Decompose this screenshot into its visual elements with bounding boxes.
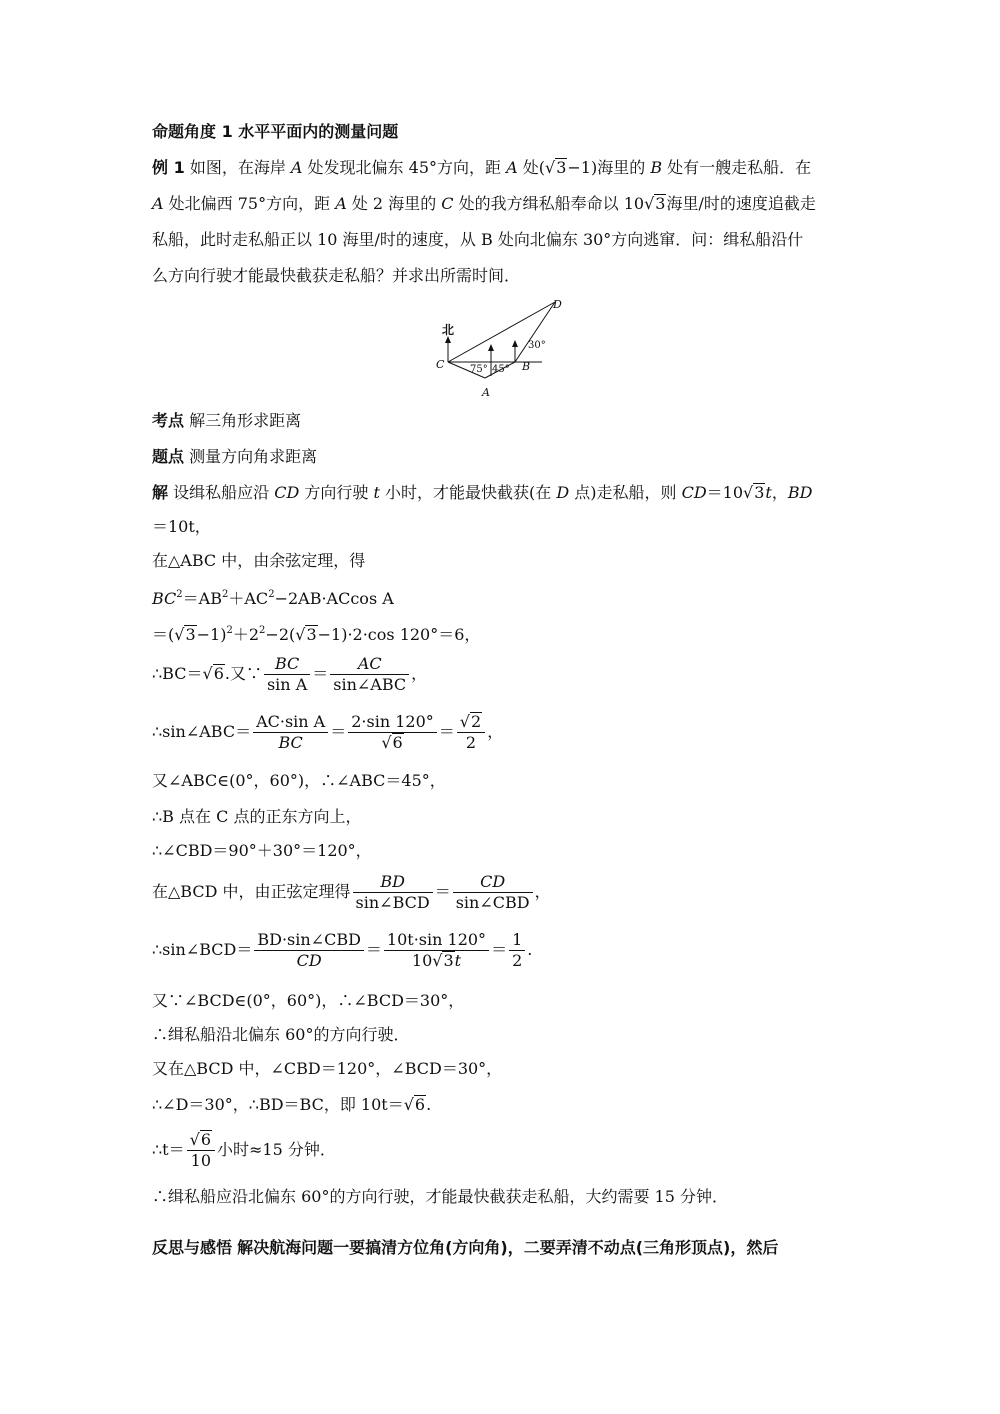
example-label: 例 1 bbox=[152, 158, 185, 177]
navigation-diagram bbox=[430, 296, 580, 404]
sqrt: √3 bbox=[743, 483, 765, 502]
north-arrowhead-C bbox=[445, 336, 451, 343]
solution-line-6: ∴BC＝√6.又∵ $\frac{BC}{\text{sin A}}$ ＝ $\frac{AC}{\text{sin∠ABC}}$ ， bbox=[152, 654, 428, 694]
tidian-line: 题点 测量方向角求距离 bbox=[152, 447, 318, 466]
angle-75: 75° bbox=[470, 364, 488, 375]
solution-line-5: $=(√3-1)^2+2^2-2(√3-1)\cdot 2\cdot\cos$ 120°＝6， bbox=[152, 625, 481, 644]
fraction: $\frac{\text{BD·sin∠CBD}}{CD}$ bbox=[254, 930, 364, 971]
reflection-line: 反思与感悟 解决航海问题一要搞清方位角(方向角)，二要弄清不动点(三角形顶点)，然后 bbox=[152, 1238, 779, 1257]
fraction: $\frac{2\cdot\sin 120^\circ}{√6}$ bbox=[348, 712, 437, 753]
solution-line-17: ∴t＝ $\frac{√6}{10}$ 小时≈15 分钟． bbox=[152, 1130, 336, 1170]
label-C: C bbox=[436, 358, 445, 371]
sqrt: √6 bbox=[202, 664, 224, 683]
solution-line-10: ∴∠CBD＝90°＋30°＝120°， bbox=[152, 841, 372, 860]
label-A: A bbox=[482, 386, 490, 399]
line-BD bbox=[515, 302, 555, 362]
north-arrowhead-A bbox=[488, 344, 494, 351]
kaodian-line: 考点 解三角形求距离 bbox=[152, 411, 302, 430]
fraction: $\frac{BC}{\text{sin A}}$ bbox=[264, 654, 310, 695]
solution-label: 解 bbox=[152, 483, 169, 502]
example-line-3: 私船，此时走私船正以 10 海里/时的速度，从 B 处向北偏东 30°方向逃窜．问：缉私船沿什 bbox=[152, 230, 804, 249]
solution-line-2: ＝10t， bbox=[152, 517, 211, 536]
label-B: B bbox=[522, 360, 531, 373]
solution-line-1: 解 设缉私船应沿 CD 方向行驶 t 小时，才能最快截获(在 D 点)走私船，则 CD＝10√3t，BD bbox=[152, 483, 813, 502]
solution-line-13: 又∵∠BCD∈(0°，60°)，∴∠BCD＝30°， bbox=[152, 991, 465, 1010]
north-arrowhead-B bbox=[512, 340, 518, 347]
angle-30: 30° bbox=[528, 340, 546, 351]
solution-line-16: ∴∠D＝30°，∴BD＝BC，即 10t＝√6. bbox=[152, 1095, 432, 1114]
example-line-4: 么方向行驶才能最快截获走私船？并求出所需时间． bbox=[152, 266, 521, 285]
fraction: $\frac{AC}{\text{sin∠ABC}}$ bbox=[330, 654, 409, 695]
fraction: $\frac{10t\cdot\sin 120^\circ}{10√3t}$ bbox=[384, 930, 489, 971]
example-line-2: A 处北偏西 75°方向，距 A 处 2 海里的 C 处的我方缉私船奉命以 10√3海里/时的速度追截走 bbox=[152, 194, 816, 213]
fraction: $\frac{\text{AC·sin A}}{BC}$ bbox=[253, 712, 328, 753]
angle-45: 45° bbox=[492, 364, 510, 375]
sqrt: √3 bbox=[174, 625, 196, 644]
tidian-label: 题点 bbox=[152, 447, 185, 466]
sqrt: √3 bbox=[545, 158, 567, 177]
fraction: $\frac{1}{2}$ bbox=[509, 930, 525, 971]
fraction: $\frac{√6}{10}$ bbox=[187, 1130, 215, 1171]
reflection-label: 反思与感悟 bbox=[152, 1238, 233, 1257]
example-line-1: 例 1 如图，在海岸 A 处发现北偏东 45°方向，距 A 处(√3−1)海里的 B 处有一艘走私船．在 bbox=[152, 158, 812, 177]
solution-line-12: ∴sin∠BCD＝ $\frac{\text{BD·sin∠CBD}}{CD}$ ＝ $\frac{10t\cdot\sin 120^\circ}{10√3t}$ ＝ $\frac{1}{2}$ . bbox=[152, 930, 533, 970]
fraction: $\frac{√2}{2}$ bbox=[457, 712, 485, 753]
sqrt: √6 bbox=[403, 1095, 426, 1114]
sqrt: √3 bbox=[295, 625, 317, 644]
kaodian-label: 考点 bbox=[152, 411, 185, 430]
solution-line-7: ∴sin∠ABC＝ $\frac{\text{AC·sin A}}{BC}$ ＝ $\frac{2\cdot\sin 120^\circ}{√6}$ ＝ $\frac{√2}{2}$ ， bbox=[152, 712, 504, 752]
solution-line-9: ∴B 点在 C 点的正东方向上， bbox=[152, 807, 362, 826]
fraction: $\frac{CD}{\text{sin∠CBD}}$ bbox=[453, 872, 533, 913]
label-D: D bbox=[553, 298, 562, 311]
solution-line-15: 又在△BCD 中，∠CBD＝120°，∠BCD＝30°， bbox=[152, 1059, 503, 1078]
sqrt: √3 bbox=[644, 194, 666, 213]
section-heading: 命题角度 1 水平平面内的测量问题 bbox=[152, 122, 399, 141]
north-label: 北 bbox=[442, 323, 455, 337]
solution-line-18: ∴缉私船应沿北偏东 60°的方向行驶，才能最快截获走私船，大约需要 15 分钟． bbox=[152, 1187, 728, 1206]
fraction: $\frac{BD}{\text{sin∠BCD}}$ bbox=[353, 872, 433, 913]
solution-line-3: 在△ABC 中，由余弦定理，得 bbox=[152, 551, 366, 570]
solution-line-14: ∴缉私船沿北偏东 60°的方向行驶． bbox=[152, 1025, 410, 1044]
line-CD bbox=[448, 302, 555, 362]
solution-line-11: 在△BCD 中，由正弦定理得 $\frac{BD}{\text{sin∠BCD}}$ ＝ $\frac{CD}{\text{sin∠CBD}}$ ， bbox=[152, 872, 551, 912]
solution-line-4: $BC^2=AB^2+AC^2-2AB\cdot ACcos$ A bbox=[152, 589, 394, 608]
solution-line-8: 又∠ABC∈(0°，60°)，∴∠ABC＝45°， bbox=[152, 771, 446, 790]
